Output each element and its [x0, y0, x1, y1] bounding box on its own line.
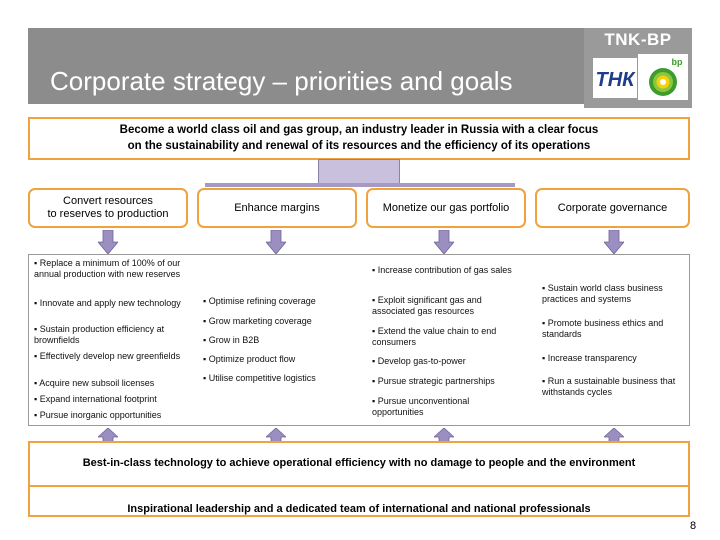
goal-item: ▪ Extend the value chain to end consumers	[372, 326, 497, 347]
mission-line-1: Become a world class oil and gas group, an industry leader in Russia with a clear focus	[119, 124, 599, 136]
goal-item: ▪ Sustain world class business practices and systems	[542, 283, 663, 304]
pillar-title-line: Corporate governance	[557, 201, 668, 214]
page-title: Corporate strategy – priorities and goals	[50, 66, 513, 96]
goal-item: ▪ Increase contribution of gas sales	[372, 265, 512, 275]
goal-item: ▪ Innovate and apply new technology	[34, 298, 181, 308]
goal-item: ▪ Optimize product flow	[203, 354, 296, 364]
goal-item: ▪ Pursue strategic partnerships	[372, 376, 495, 386]
goal-item: ▪ Utilise competitive logistics	[203, 373, 316, 383]
goal-item: ▪ Optimise refining coverage	[203, 296, 316, 306]
pillar-title-line: Convert resources	[63, 195, 153, 207]
pillar-corporate-governance	[535, 188, 690, 228]
down-arrow-icon	[604, 230, 624, 254]
tnk-mark-letters: ТНК	[595, 69, 635, 91]
mission-connector-bar	[205, 183, 515, 187]
goal-item: ▪ Develop gas-to-power	[372, 356, 466, 366]
pillar-enhance-margins	[197, 188, 357, 228]
tnk-mark-icon	[593, 58, 637, 103]
down-arrow-icon	[98, 230, 118, 254]
down-arrow-icon	[434, 230, 454, 254]
goal-item: ▪ Increase transparency	[542, 353, 637, 363]
pillar-title-line: Enhance margins	[234, 201, 320, 214]
goal-item: ▪ Expand international footprint	[34, 394, 157, 404]
goal-item: ▪ Acquire new subsoil licenses	[34, 378, 155, 388]
goal-item: ▪ Effectively develop new greenfields	[34, 351, 181, 361]
goal-item: ▪ Sustain production efficiency at brownfields	[34, 324, 165, 345]
leadership-statement: Inspirational leadership and a dedicated team of international and national professionals	[127, 503, 591, 515]
goal-item: ▪ Pursue inorganic opportunities	[34, 410, 162, 420]
down-arrow-icon	[266, 230, 286, 254]
mission-line-2: on the sustainability and renewal of its resources and the efficiency of its operations	[127, 140, 591, 152]
pillar-monetize-gas	[366, 188, 526, 228]
pillar-title-line: Monetize our gas portfolio	[382, 201, 510, 214]
pillar-convert-resources	[28, 188, 188, 228]
goal-item: ▪ Run a sustainable business that withstands cycles	[542, 376, 676, 397]
pillar-title-line: to reserves to production	[47, 208, 169, 220]
page-number: 8	[690, 520, 697, 532]
goal-item: ▪ Grow marketing coverage	[203, 316, 312, 326]
goal-item: ▪ Exploit significant gas and associated gas resources	[372, 295, 482, 316]
goal-item: ▪ Replace a minimum of 100% of our annual production with new reserves	[34, 258, 181, 279]
technology-statement: Best-in-class technology to achieve operational efficiency with no damage to people and the environment	[82, 457, 636, 469]
bp-mark-letters: bp	[671, 57, 683, 67]
bp-helios-icon	[638, 54, 688, 105]
goal-item: ▪ Grow in B2B	[203, 335, 260, 345]
mission-connector	[318, 159, 400, 185]
goal-item: ▪ Pursue unconventional opportunities	[372, 396, 470, 417]
logo-wordmark: TNK-BP	[604, 30, 672, 49]
goal-item: ▪ Promote business ethics and standards	[542, 318, 664, 339]
